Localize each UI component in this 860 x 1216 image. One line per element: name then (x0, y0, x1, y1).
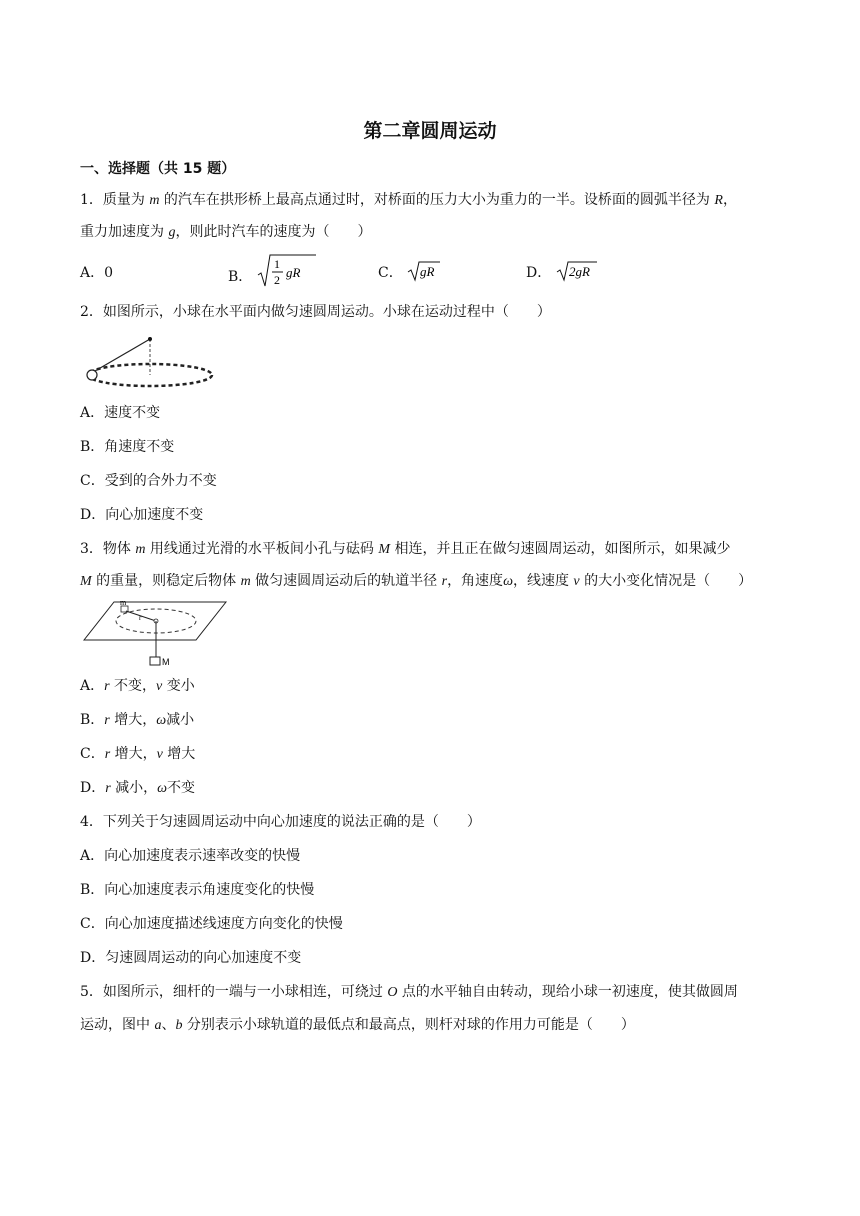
plate-mass-figure (80, 598, 230, 668)
q2-stem: 2．如图所示，小球在水平面内做匀速圆周运动。小球在运动过程中（ ） (80, 304, 551, 320)
q1-option-a: A．0 (80, 265, 114, 281)
q5-stem-line2: 运动，图中 a、b 分别表示小球轨道的最低点和最高点，则杆对球的作用力可能是（ ） (80, 1017, 635, 1033)
q4-option-b: B．向心加速度表示角速度变化的快慢 (80, 882, 315, 898)
q3-option-d: D．r 减小，ω不变 (80, 780, 196, 796)
q3-option-b: B．r 增大，ω减小 (80, 712, 195, 728)
q3-option-a: A．r 不变，v 变小 (80, 678, 195, 694)
conical-pendulum-figure (84, 333, 218, 389)
q3-option-c: C．r 增大，v 增大 (80, 746, 196, 762)
page-title: 第二章圆周运动 (363, 120, 497, 142)
svg-text:m: m (120, 598, 127, 607)
svg-text:gR: gR (420, 264, 435, 279)
q4-option-a: A．向心加速度表示速率改变的快慢 (80, 848, 301, 864)
q4-option-d: D．匀速圆周运动的向心加速度不变 (80, 950, 302, 966)
sqrt-gR-formula (407, 260, 441, 282)
svg-text:1: 1 (273, 257, 280, 271)
q3-stem-line2: M 的重量，则稳定后物体 m 做匀速圆周运动后的轨道半径 r，角速度ω，线速度 v 的大小变化情况是（ ） (80, 573, 753, 589)
q4-stem: 4．下列关于匀速圆周运动中向心加速度的说法正确的是（ ） (80, 814, 481, 830)
q1-option-c: C． gR (378, 263, 441, 283)
svg-text:2: 2 (273, 273, 280, 287)
svg-text:r: r (139, 614, 142, 622)
sqrt-half-gR-formula (257, 253, 317, 291)
q2-option-a: A．速度不变 (80, 405, 161, 421)
q2-option-b: B．角速度不变 (80, 439, 175, 455)
svg-text:2gR: 2gR (568, 264, 590, 279)
svg-text:gR: gR (285, 265, 301, 280)
q1-stem-line2: 重力加速度为 g，则此时汽车的速度为（ ） (80, 224, 372, 240)
sqrt-2gR-formula (556, 260, 598, 282)
q1-option-b: B． 1 2 gR (228, 263, 317, 291)
q4-option-c: C．向心加速度描述线速度方向变化的快慢 (80, 916, 343, 932)
section-heading: 一、选择题（共 15 题） (80, 161, 236, 177)
q3-stem-line1: 3．物体 m 用线通过光滑的水平板间小孔与砝码 M 相连，并且正在做匀速圆周运动，如图所示，如果减少 (80, 541, 731, 557)
q1-stem-line1: 1．质量为 m 的汽车在拱形桥上最高点通过时，对桥面的压力大小为重力的一半。设桥面的圆弧半径为 R， (80, 192, 737, 208)
q2-option-d: D．向心加速度不变 (80, 507, 204, 523)
q1-option-d: D． 2gR (526, 263, 598, 283)
q2-option-c: C．受到的合外力不变 (80, 473, 217, 489)
q5-stem-line1: 5．如图所示，细杆的一端与一小球相连，可绕过 O 点的水平轴自由转动，现给小球一初速度，使其做圆周 (80, 984, 738, 1000)
svg-text:M: M (162, 657, 170, 667)
